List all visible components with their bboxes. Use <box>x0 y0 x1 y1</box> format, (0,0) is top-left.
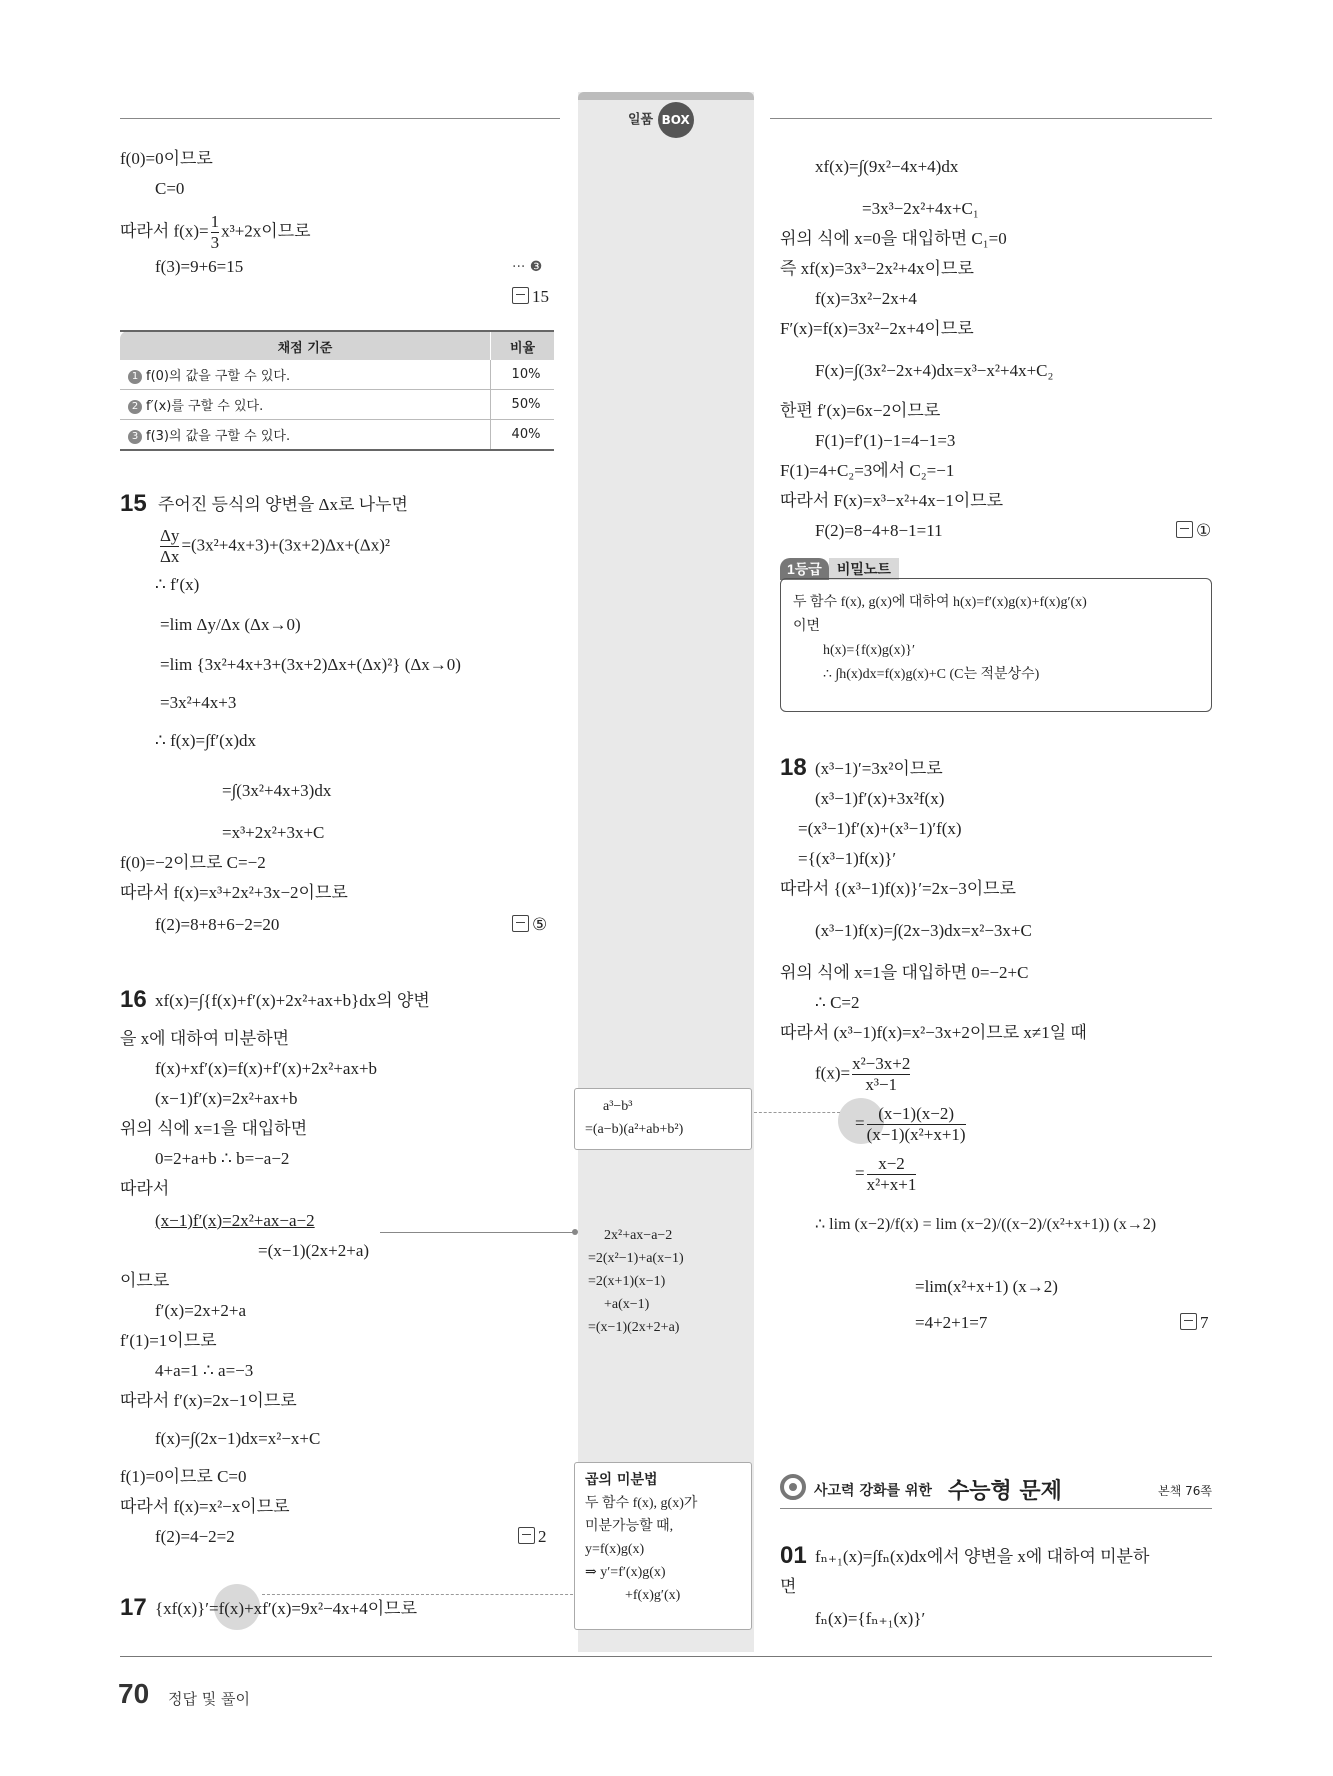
p16-l6: 0=2+a+b ∴ b=−a−2 <box>155 1149 290 1168</box>
p16-l4: (x−1)f′(x)=2x²+ax+b <box>155 1089 298 1108</box>
right-top-l6: F′(x)=f(x)=3x²−2x+4이므로 <box>780 319 974 338</box>
side-factor-l4: +a(x−1) <box>604 1297 650 1312</box>
frac-reduced <box>867 1154 917 1195</box>
connector-dash-18 <box>754 1112 840 1113</box>
p18-l14: =lim(x²+x+1) (x→2) <box>915 1277 1058 1296</box>
step-mark-3: ··· ❸ <box>512 259 543 275</box>
p16-l10: 이므로 <box>120 1271 170 1290</box>
product-rule-l4: ⇒ y′=f′(x)g(x) <box>585 1565 666 1580</box>
frac-den: Δx <box>160 547 180 566</box>
side-cube-l1: a³−b³ <box>603 1099 633 1114</box>
left-top-l4: f(3)=9+6=15 <box>155 257 244 276</box>
p16-l13: 4+a=1 ∴ a=−3 <box>155 1361 254 1380</box>
header-rule-right <box>770 118 1212 119</box>
side-note-product-rule <box>574 1462 752 1630</box>
left-top-l2: C=0 <box>155 179 185 198</box>
secret-note-box <box>780 578 1212 712</box>
p16-l17: 따라서 f(x)=x²−x이므로 <box>120 1497 290 1516</box>
step-marker: 3 <box>128 430 142 444</box>
criteria-text: f(3)의 값을 구할 수 있다. <box>146 429 291 444</box>
p18-l2: (x³−1)f′(x)+3x²f(x) <box>815 789 945 808</box>
frac-num: x²−3x+2 <box>852 1054 911 1073</box>
p15-l8: =x³+2x²+3x+C <box>222 823 325 842</box>
grading-table <box>120 330 554 451</box>
p18-l13: ∴ lim (x−2)/f(x) = lim (x−2)/((x−2)/(x²+x+1)) (x→2) <box>815 1216 1157 1233</box>
frac-f-x <box>852 1054 910 1095</box>
problem-17-number: 17 <box>120 1594 147 1621</box>
left-top-l1: f(0)=0이므로 <box>120 149 213 168</box>
frac-num: 1 <box>210 212 220 231</box>
step-marker: 2 <box>128 400 142 414</box>
answer-icon <box>512 287 529 304</box>
product-rule-l5: +f(x)g′(x) <box>625 1588 681 1603</box>
p16-l1: xf(x)=∫{f(x)+f′(x)+2x²+ax+b}dx의 양변 <box>155 991 430 1010</box>
p18-l9: 따라서 (x³−1)f(x)=x²−3x+2이므로 x≠1일 때 <box>780 1023 1087 1042</box>
box-label-text: 일품 <box>628 112 654 128</box>
frac-den: x³−1 <box>852 1074 910 1095</box>
p16-l2: 을 x에 대하여 미분하면 <box>120 1029 290 1048</box>
side-cube-l2: =(a−b)(a²+ab+b²) <box>585 1122 684 1137</box>
product-rule-l1: 두 함수 f(x), g(x)가 <box>585 1496 698 1511</box>
p18-l12 <box>855 1154 918 1195</box>
side-note-factor <box>578 1218 754 1348</box>
p15-l11: f(2)=8+8+6−2=20 <box>155 915 280 934</box>
p18-l6: (x³−1)f(x)=∫(2x−3)dx=x²−3x+C <box>815 921 1032 940</box>
p16-l18: f(2)=4−2=2 <box>155 1527 235 1546</box>
gutter-cap <box>578 92 754 100</box>
answer-16 <box>518 1526 547 1548</box>
right-top-l9: F(1)=f′(1)−1=4−1=3 <box>815 431 956 450</box>
target-icon-inner <box>789 1483 797 1491</box>
left-top-l3 <box>120 212 311 253</box>
p01-l1: fₙ₊₁(x)=∫fₙ(x)dx에서 양변을 x에 대하여 미분하 <box>815 1547 1150 1566</box>
answer-14 <box>512 286 549 308</box>
p15-l1 <box>158 526 390 567</box>
product-rule-title: 곱의 미분법 <box>585 1472 658 1488</box>
side-factor-l5: =(x−1)(2x+2+a) <box>588 1320 680 1335</box>
p16-l12: f′(1)=1이므로 <box>120 1331 217 1350</box>
right-top-l1: xf(x)=∫(9x²−4x+4)dx <box>815 157 959 176</box>
answer-14-value: 15 <box>532 287 549 306</box>
p15-l4: =lim {3x²+4x+3+(3x+2)Δx+(Δx)²} (Δx→0) <box>160 655 461 674</box>
frac-den: 3 <box>210 233 220 252</box>
secret-note-l3: h(x)={f(x)g(x)}′ <box>823 643 916 658</box>
p15-l10: 따라서 f(x)=x³+2x²+3x−2이므로 <box>120 883 348 902</box>
p01-l3: fₙ(x)={fₙ₊₁(x)}′ <box>815 1609 926 1628</box>
step-marker: 1 <box>128 370 142 384</box>
secret-note-tab <box>780 558 899 578</box>
banner-title: 수능형 문제 <box>948 1479 1062 1504</box>
problem-18-number: 18 <box>780 754 807 781</box>
side-factor-l3: =2(x+1)(x−1) <box>588 1274 666 1289</box>
product-rule-l2: 미분가능할 때, <box>585 1519 674 1534</box>
p16-l8: (x−1)f′(x)=2x²+ax−a−2 <box>155 1211 315 1230</box>
p15-intro: 주어진 등식의 양변을 Δx로 나누면 <box>158 495 408 514</box>
right-top-l11: 따라서 F(x)=x³−x²+4x−1이므로 <box>780 491 1004 510</box>
ratio-cell: 40% <box>491 420 555 451</box>
equals-sign: = <box>855 1163 865 1183</box>
secret-note-title: 비밀노트 <box>829 558 899 580</box>
p18-l5: 따라서 {(x³−1)f(x)}′=2x−3이므로 <box>780 879 1016 898</box>
p18-l10-lhs: f(x)= <box>815 1063 851 1083</box>
side-note-cube <box>574 1088 752 1150</box>
answer-icon <box>512 915 529 932</box>
p18-l11 <box>855 1104 968 1145</box>
connector-line-16 <box>380 1232 576 1233</box>
p16-l16: f(1)=0이므로 C=0 <box>120 1467 247 1486</box>
left-top-l3-b: x³+2x이므로 <box>221 221 311 241</box>
p16-l11: f′(x)=2x+2+a <box>155 1301 247 1320</box>
answer-18 <box>1180 1312 1209 1334</box>
right-top-l5: f(x)=3x²−2x+4 <box>815 289 917 308</box>
p15-l7: =∫(3x²+4x+3)dx <box>222 781 332 800</box>
secret-note-l4: ∴ ∫h(x)dx=f(x)g(x)+C (C는 적분상수) <box>823 667 1040 682</box>
left-top-l3-a: 따라서 f(x)= <box>120 221 209 241</box>
problem-16-number: 16 <box>120 986 147 1013</box>
header-rule-left <box>120 118 560 119</box>
answer-icon <box>518 1527 535 1544</box>
right-top-l10: F(1)=4+C₂=3에서 C₂=−1 <box>780 461 955 480</box>
p18-l10 <box>815 1054 912 1095</box>
answer-17 <box>1176 520 1211 542</box>
ratio-cell: 10% <box>491 360 555 390</box>
secret-note-l1: 두 함수 f(x), g(x)에 대하여 h(x)=f′(x)g(x)+f(x)g′(x) <box>793 595 1087 610</box>
answer-icon <box>1176 521 1193 538</box>
frac-den: (x−1)(x²+x+1) <box>866 1125 966 1144</box>
p18-l4: ={(x³−1)f(x)}′ <box>798 849 897 868</box>
equals-sign: = <box>855 1113 865 1133</box>
p16-l7: 따라서 <box>120 1179 170 1198</box>
problem-15-number: 15 <box>120 490 147 517</box>
box-badge: BOX <box>658 102 694 138</box>
product-rule-l3: y=f(x)g(x) <box>585 1542 645 1557</box>
page-number: 70 <box>118 1678 150 1709</box>
side-factor-l2: =2(x²−1)+a(x−1) <box>588 1251 684 1266</box>
right-top-l2: =3x³−2x²+4x+C₁ <box>862 199 979 218</box>
p15-l6: ∴ f(x)=∫f′(x)dx <box>155 731 256 750</box>
p01-l2: 면 <box>780 1577 797 1596</box>
right-top-l8: 한편 f′(x)=6x−2이므로 <box>780 401 941 420</box>
p18-l15: =4+2+1=7 <box>915 1313 988 1332</box>
p15-l1-rest: =(3x²+4x+3)+(3x+2)Δx+(Δx)² <box>181 535 390 555</box>
frac-den: x²+x+1 <box>866 1175 917 1194</box>
right-top-l4: 즉 xf(x)=3x³−2x²+4x이므로 <box>780 259 974 278</box>
p15-l2: ∴ f′(x) <box>155 575 200 594</box>
answer-17-value: ① <box>1196 521 1212 540</box>
center-gutter <box>578 92 754 1652</box>
grading-header-criteria: 채점 기준 <box>120 331 491 360</box>
frac-factored <box>867 1104 966 1145</box>
right-top-l7: F(x)=∫(3x²−2x+4)dx=x³−x²+4x+C₂ <box>815 361 1054 380</box>
p18-l8: ∴ C=2 <box>815 993 860 1012</box>
criteria-text: f(0)의 값을 구할 수 있다. <box>146 369 291 384</box>
p16-l5: 위의 식에 x=1을 대입하면 <box>120 1119 308 1138</box>
p15-l9: f(0)=−2이므로 C=−2 <box>120 853 266 872</box>
criteria-text: f′(x)를 구할 수 있다. <box>146 399 264 414</box>
footer-brand: 정답 및 풀이 <box>168 1690 250 1708</box>
p16-l3: f(x)+xf′(x)=f(x)+f′(x)+2x²+ax+b <box>155 1059 378 1078</box>
table-row <box>120 390 554 420</box>
frac-num: x−2 <box>878 1154 905 1173</box>
p15-l5: =3x²+4x+3 <box>160 693 237 712</box>
p16-l9: =(x−1)(2x+2+a) <box>258 1241 370 1260</box>
frac-dy-dx <box>160 526 179 567</box>
p18-l3: =(x³−1)f′(x)+(x³−1)′f(x) <box>798 819 962 838</box>
section-banner <box>780 1472 1212 1509</box>
p18-l1: (x³−1)′=3x²이므로 <box>815 759 943 778</box>
target-icon <box>780 1474 806 1500</box>
right-top-l3: 위의 식에 x=0을 대입하면 C₁=0 <box>780 229 1007 248</box>
answer-15-value: ⑤ <box>532 915 548 934</box>
frac-one-third <box>211 212 220 253</box>
p15-l3: =lim Δy/Δx (Δx→0) <box>160 615 301 634</box>
ratio-cell: 50% <box>491 390 555 420</box>
p17-l1: {xf(x)}′=f(x)+xf′(x)=9x²−4x+4이므로 <box>155 1599 418 1618</box>
banner-page-ref: 본책 76쪽 <box>1158 1484 1212 1498</box>
p18-l7: 위의 식에 x=1을 대입하면 0=−2+C <box>780 963 1029 982</box>
answer-16-value: 2 <box>538 1527 547 1546</box>
problem-01-number: 01 <box>780 1542 807 1569</box>
box-label <box>628 102 694 138</box>
answer-icon <box>1180 1313 1197 1330</box>
banner-subtitle: 사고력 강화를 위한 <box>814 1483 932 1499</box>
answer-18-value: 7 <box>1200 1313 1209 1332</box>
table-row <box>120 420 554 451</box>
secret-note-l2: 이면 <box>793 619 821 634</box>
answer-15 <box>512 914 547 936</box>
side-factor-l1: 2x²+ax−a−2 <box>604 1228 673 1243</box>
p16-l15: f(x)=∫(2x−1)dx=x²−x+C <box>155 1429 321 1448</box>
grade-badge: 1등급 <box>780 558 829 580</box>
frac-num: Δy <box>160 526 180 545</box>
grading-header-ratio: 비율 <box>491 331 555 360</box>
table-row <box>120 360 554 390</box>
connector-dash-17 <box>262 1594 578 1595</box>
footer-rule <box>120 1656 1212 1657</box>
right-top-l12: F(2)=8−4+8−1=11 <box>815 521 943 540</box>
p16-l14: 따라서 f′(x)=2x−1이므로 <box>120 1391 297 1410</box>
frac-num: (x−1)(x−2) <box>878 1104 955 1123</box>
